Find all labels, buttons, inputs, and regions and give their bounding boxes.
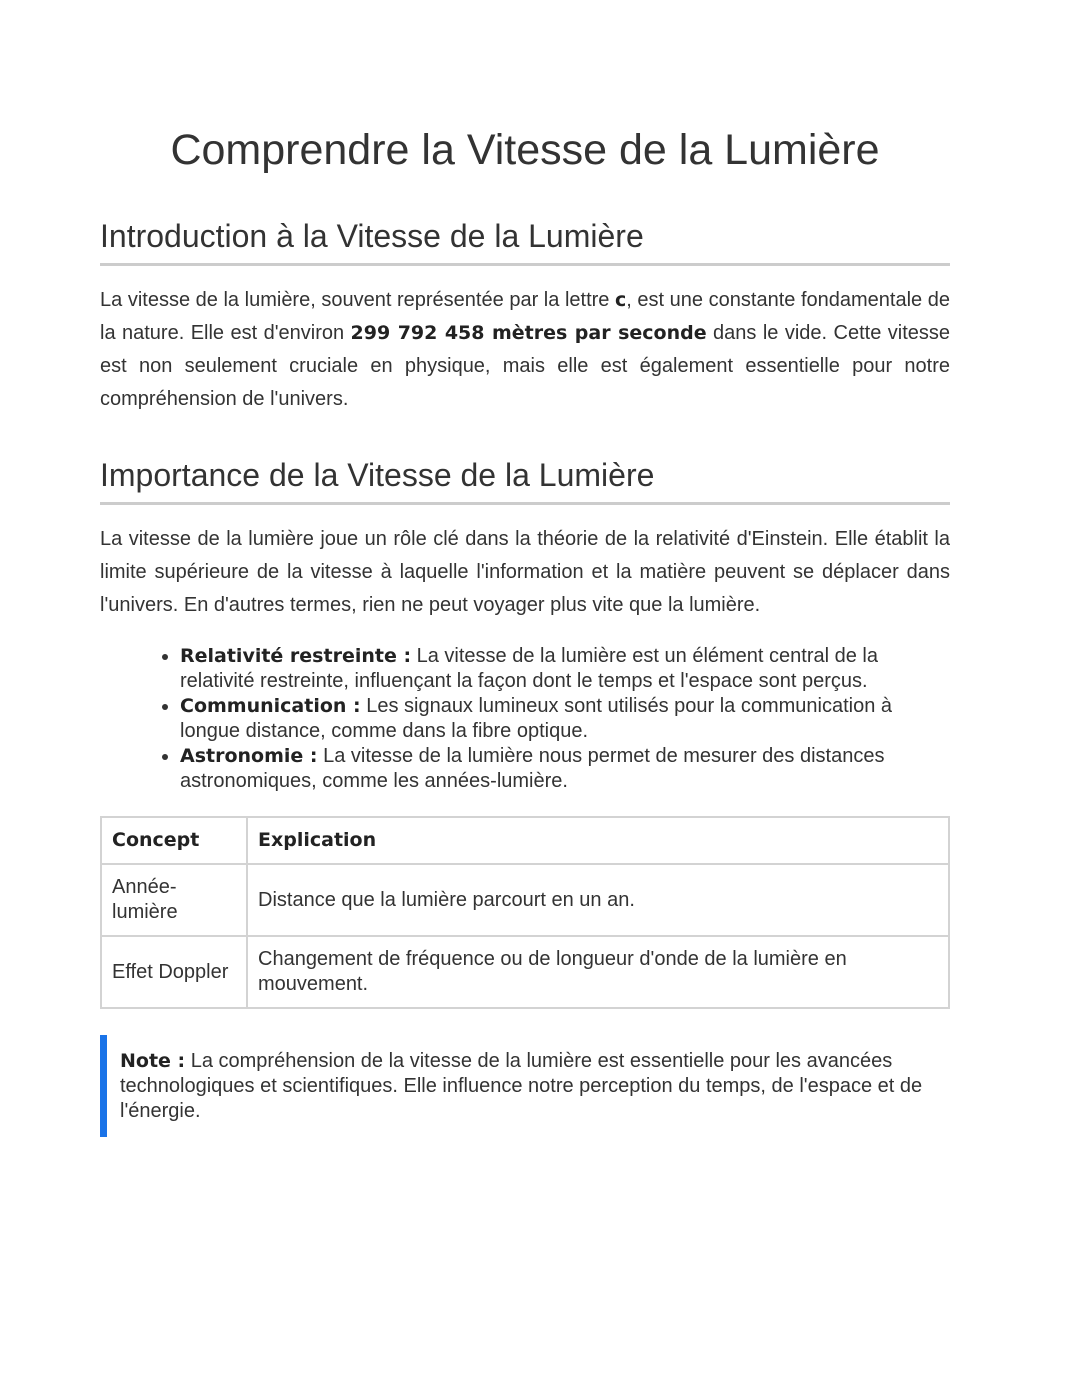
note-label: Note : xyxy=(120,1050,186,1072)
bold-text: 299 792 458 mètres par seconde xyxy=(350,322,707,344)
list-text: La vitesse de la lumière est un élément central de la relativité restreinte, influençant la façon dont le temps et l'espace sont perçus. xyxy=(180,645,878,692)
list-term: Communication : xyxy=(180,695,361,717)
bullet-list xyxy=(100,644,950,794)
list-item xyxy=(180,744,950,794)
section-heading-importance: Importance de la Vitesse de la Lumière xyxy=(100,457,950,505)
table-cell: Distance que la lumière parcourt en un an. xyxy=(247,864,949,936)
list-item xyxy=(180,694,950,744)
list-term: Astronomie : xyxy=(180,745,318,767)
intro-paragraph xyxy=(100,284,950,416)
list-term: Relativité restreinte : xyxy=(180,645,412,667)
table-header: Concept xyxy=(101,817,247,864)
bold-text: c xyxy=(615,289,627,311)
table-header-row xyxy=(101,817,949,864)
list-item xyxy=(180,644,950,694)
section-heading-introduction: Introduction à la Vitesse de la Lumière xyxy=(100,218,950,266)
list-text: Les signaux lumineux sont utilisés pour la communication à longue distance, comme dans la fibre optique. xyxy=(180,695,893,742)
importance-paragraph: La vitesse de la lumière joue un rôle clé dans la théorie de la relativité d'Einstein. Elle établit la limite supérieure de la vitesse à laquelle l'information et la matière peuvent se déplacer dans l'univers. En d'autres termes, rien ne peut voyager plus vite que la lumière. xyxy=(100,528,950,616)
page-title: Comprendre la Vitesse de la Lumière xyxy=(170,126,880,174)
note-text: La compréhension de la vitesse de la lumière est essentielle pour les avancées technologiques et scientifiques. Elle influence notre perception du temps, de l'espace et de l'énergie. xyxy=(120,1050,923,1122)
table-cell: Changement de fréquence ou de longueur d'onde de la lumière en mouvement. xyxy=(247,936,949,1008)
table-header: Explication xyxy=(247,817,949,864)
text: La vitesse de la lumière, souvent représentée par la lettre xyxy=(100,289,616,311)
table-cell: Année-lumière xyxy=(101,864,247,936)
list-text: La vitesse de la lumière nous permet de mesurer des distances astronomiques, comme les années-lumière. xyxy=(180,745,885,792)
concept-table xyxy=(100,816,950,1009)
table-row xyxy=(101,936,949,1008)
table-row xyxy=(101,864,949,936)
note-callout xyxy=(100,1035,930,1137)
table-cell: Effet Doppler xyxy=(101,936,247,1008)
text: , est une constante fondamentale de la nature. Elle est d'environ xyxy=(100,289,950,344)
text: dans le vide. Cette vitesse est non seulement cruciale en physique, mais elle est également essentielle pour notre compréhension de l'univers. xyxy=(100,322,950,410)
